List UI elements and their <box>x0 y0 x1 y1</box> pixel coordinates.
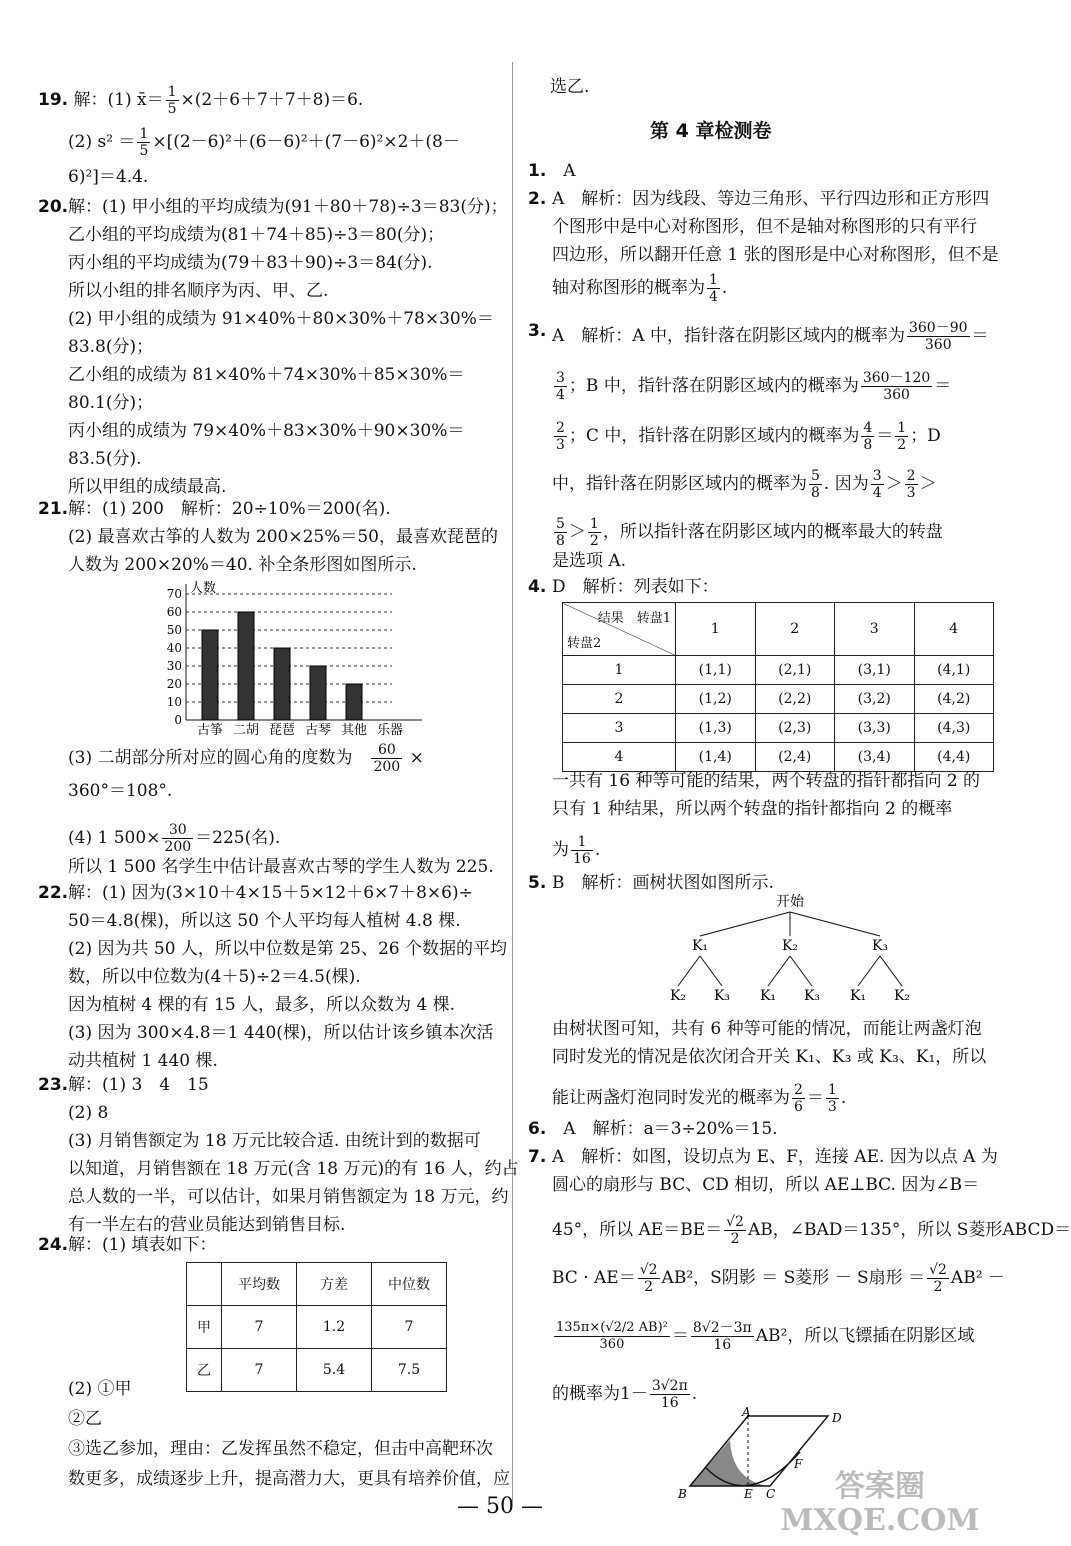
table-header: 方差 <box>297 1263 372 1306</box>
q3-line2: $\frac{3}{4}$ ；B 中，指针落在阴影区域内的概率为 $\frac{360-120}{360}$ ＝ <box>556 370 952 403</box>
table-cell: 3 <box>563 714 676 743</box>
label-b: B <box>678 1487 687 1501</box>
shaded-region <box>690 1440 768 1486</box>
q3-line5: $\frac{5}{8}$ ＞ $\frac{1}{2}$ ，所以指针落在阴影区域内的概率最大的转盘 <box>556 516 943 549</box>
q4-line2: 一共有 16 种等可能的结果，两个转盘的指针都指向 2 的 <box>552 771 981 791</box>
right-top-line: 选乙. <box>550 77 590 97</box>
text-line: 83.8(分)； <box>68 337 154 357</box>
q5-line1: B 解析：画树状图如图所示. <box>552 873 774 893</box>
text-line: 总人数的一半，可以估计，如果月销售额定为 18 万元，约 <box>68 1187 509 1207</box>
y-tick-label: 60 <box>166 605 182 619</box>
text-line: 有一半左右的营业员能达到销售目标. <box>68 1215 346 1235</box>
q5-line4: 能让两盏灯泡同时发光的概率为 $\frac{2}{6}$ ＝ $\frac{1}{3}$ . <box>552 1082 847 1115</box>
table-cell: 4 <box>563 743 676 772</box>
q21-line7: 所以 1 500 名学生中估计最喜欢古琴的学生人数为 225. <box>68 857 494 877</box>
table-cell: 甲 <box>187 1306 222 1349</box>
corner-top-label: 结果 转盘1 <box>597 611 671 626</box>
text-line: 解：(1) 3 4 15 <box>68 1075 209 1095</box>
text-line: 数，所以中位数为(4＋5)÷2＝4.5(棵). <box>68 967 361 987</box>
tree-edge <box>858 956 880 986</box>
tree-edge <box>678 956 700 986</box>
table-header: 中位数 <box>372 1263 447 1306</box>
tree-edge <box>790 912 880 936</box>
q7-number: 7. <box>528 1147 547 1167</box>
table-cell: (3,4) <box>835 743 915 772</box>
q5-line2: 由树状图可知，共有 6 种等可能的情况，而能让两盏灯泡 <box>552 1019 982 1039</box>
table-header: 3 <box>835 603 915 656</box>
corner-bottom-label: 转盘2 <box>567 636 602 651</box>
table-cell: 5.4 <box>297 1349 372 1392</box>
tree-node: K₃ <box>713 988 731 1004</box>
q21-line3: 人数为 200×20%＝40. 补全条形图如图所示. <box>68 555 417 575</box>
table-header <box>187 1263 222 1306</box>
text-line: 所以小组的排名顺序为丙、甲、乙. <box>68 281 329 301</box>
q4-line1: D 解析：列表如下： <box>552 577 719 597</box>
table-cell: (2,4) <box>755 743 835 772</box>
table-cell: (4,3) <box>914 714 994 743</box>
q21-line1: 解：(1) 200 解析：20÷10%＝200(名). <box>68 499 391 519</box>
text-line: 因为植树 4 棵的有 15 人，最多，所以众数为 4 棵. <box>68 995 456 1015</box>
q7-line3: 45°，所以 AE＝BE＝ $\frac{√2}{2}$ AB，∠BAD＝135°，所以 S菱形ABCD＝ <box>552 1214 1071 1247</box>
q3-line1: A 解析：A 中，指针落在阴影区域内的概率为 $\frac{360-90}{360}$ ＝ <box>552 320 989 353</box>
text-line: 解：(1) 因为(3×10＋4×15＋5×12＋6×7＋8×6)÷ <box>68 883 473 903</box>
table-header: 1 <box>676 603 756 656</box>
tree-node: K₂ <box>669 988 687 1004</box>
text-line: 以知道，月销售额在 18 万元(含 18 万元)的有 16 人，约占 <box>68 1159 519 1179</box>
table-cell: 7 <box>372 1306 447 1349</box>
y-axis-label: 人数 <box>190 581 217 596</box>
q21-number: 21. <box>38 499 69 519</box>
q22-number: 22. <box>38 883 69 903</box>
q21-line2: (2) 最喜欢古筝的人数为 200×25%＝50，最喜欢琵琶的 <box>68 527 498 547</box>
table-cell: (1,4) <box>676 743 756 772</box>
q7-line4: BC · AE＝ $\frac{√2}{2}$ AB²，S阴影 ＝ S菱形 － S扇形 ＝ $\frac{√2}{2}$ AB² － <box>552 1262 1005 1295</box>
label-a: A <box>742 1405 751 1419</box>
column-divider <box>512 62 513 1502</box>
q4-table <box>562 602 994 772</box>
tree-edge <box>880 956 902 986</box>
tree-node: K₁ <box>691 938 709 954</box>
bar-chart <box>150 580 430 740</box>
table-cell: (1,3) <box>676 714 756 743</box>
q4-number: 4. <box>528 577 547 597</box>
x-tick-label: 二胡 <box>232 723 260 738</box>
q21-line6: (4) 1 500× $\frac{30}{200}$ ＝225(名). <box>68 822 281 855</box>
table-cell: (3,3) <box>835 714 915 743</box>
text-line: 乙小组的成绩为 81×40%＋74×30%＋85×30%＝ <box>68 365 465 385</box>
y-tick-label: 40 <box>166 641 182 655</box>
table-cell: (4,4) <box>914 743 994 772</box>
y-tick-label: 0 <box>174 713 182 727</box>
table-cell: (1,2) <box>676 685 756 714</box>
table-cell: 2 <box>563 685 676 714</box>
q7-line6: 的概率为1－ $\frac{3√2\pi}{16}$ . <box>552 1378 698 1411</box>
watermark: 答案圈 MXQE.COM <box>780 1469 980 1538</box>
text-line: 50＝4.8(棵)，所以这 50 个人平均每人植树 4.8 棵. <box>68 911 461 931</box>
table-cell: (4,2) <box>914 685 994 714</box>
table-header: 2 <box>755 603 835 656</box>
text-line: 83.5(分). <box>68 449 142 469</box>
bar <box>346 684 362 720</box>
text-line: 丙小组的成绩为 79×40%＋83×30%＋90×30%＝ <box>68 421 465 441</box>
text-line: (3) 因为 300×4.8＝1 440(棵)，所以估计该乡镇本次活 <box>68 1023 494 1043</box>
table-cell: (2,3) <box>755 714 835 743</box>
table-cell: 1.2 <box>297 1306 372 1349</box>
text-line: (3) 月销售额定为 18 万元比较合适. 由统计到的数据可 <box>68 1131 481 1151</box>
q19-line3: 6)²]＝4.4. <box>68 167 149 187</box>
tree-root: 开始 <box>776 894 804 910</box>
x-tick-label: 其他 <box>340 723 368 738</box>
q21-line5: 360°＝108°. <box>68 781 173 801</box>
bar <box>310 666 326 720</box>
y-tick-label: 50 <box>166 623 182 637</box>
table-cell: 7.5 <box>372 1349 447 1392</box>
table-cell: (3,1) <box>835 656 915 685</box>
q23-number: 23. <box>38 1075 69 1095</box>
q4-line3: 只有 1 种结果，所以两个转盘的指针都指向 2 的概率 <box>552 799 953 819</box>
text-line: 个图形中是中心对称图形，但不是轴对称图形的只有平行 <box>552 217 977 237</box>
bar <box>202 630 218 720</box>
label-e: E <box>744 1487 753 1501</box>
q5-number: 5. <box>528 873 547 893</box>
q3-line4: 中，指针落在阴影区域内的概率为 $\frac{5}{8}$ . 因为 $\frac{3}{4}$ ＞ $\frac{2}{3}$ ＞ <box>552 468 937 501</box>
tree-node: K₁ <box>759 988 777 1004</box>
y-tick-label: 10 <box>166 695 182 709</box>
tree-diagram <box>650 892 930 1012</box>
text-line: ③选乙参加，理由：乙发挥虽然不稳定，但击中高靶环次 <box>68 1439 493 1459</box>
table-cell: (1,1) <box>676 656 756 685</box>
table-corner <box>563 603 676 656</box>
q3-number: 3. <box>528 321 547 341</box>
q3-line6: 是选项 A. <box>552 551 627 571</box>
label-d: D <box>832 1411 842 1425</box>
tree-edge <box>768 956 790 986</box>
text-line: (2) ①甲 <box>68 1379 132 1399</box>
q21-line4: (3) 二胡部分所对应的圆心角的度数为 $\frac{60}{200}$ × <box>68 742 424 775</box>
table-cell: 7 <box>222 1349 297 1392</box>
text-line: (2) 8 <box>68 1103 109 1123</box>
text-line: 丙小组的平均成绩为(79＋83＋90)÷3＝84(分). <box>68 253 433 273</box>
table-cell: (2,1) <box>755 656 835 685</box>
q4-line4: 为 $\frac{1}{16}$ . <box>552 834 601 867</box>
text-line: A 解析：因为线段、等边三角形、平行四边形和正方形四 <box>552 189 990 209</box>
q1: 1. A <box>528 161 576 181</box>
q6: 6. A 解析：a＝3÷20%＝15. <box>528 1119 778 1139</box>
text-line: 乙小组的平均成绩为(81＋74＋85)÷3＝80(分)； <box>68 225 445 245</box>
table-cell: 乙 <box>187 1349 222 1392</box>
tree-node: K₃ <box>871 938 889 954</box>
table-cell: 7 <box>222 1306 297 1349</box>
table-header: 4 <box>914 603 994 656</box>
text-line: 数更多，成绩逐步上升，提高潜力大，更具有培养价值，应 <box>68 1469 510 1489</box>
y-tick-label: 30 <box>166 659 182 673</box>
q20-number: 20. <box>38 197 69 217</box>
text-line: 动共植树 1 440 棵. <box>68 1051 218 1071</box>
q7-line5: $\frac{\text{135π×(√2/2 AB)²}}{360}$ ＝ $\frac{8√2-3\pi}{16}$ AB²，所以飞镖插在阴影区域 <box>556 1320 975 1353</box>
page-number: — 50 — <box>457 1494 543 1519</box>
q19-line1: 19. 解：(1) x̄＝ $\frac{1}{5}$ ×(2＋6＋7＋7＋8)＝6. <box>38 84 364 117</box>
text-line: (2) 甲小组的成绩为 91×40%＋80×30%＋78×30%＝ <box>68 309 494 329</box>
q5-line3: 同时发光的情况是依次闭合开关 K₁、K₃ 或 K₃、K₁，所以 <box>552 1047 987 1067</box>
label-c: C <box>766 1487 776 1501</box>
text-line: 80.1(分)； <box>68 393 154 413</box>
fraction: $\frac{1}{5}$ <box>167 84 177 117</box>
bar <box>274 648 290 720</box>
x-tick-label: 琵琶 <box>268 723 296 738</box>
q19-line2: (2) s² ＝ $\frac{1}{5}$ ×[(2－6)²＋(6－6)²＋(7－6)²×2＋(8－ <box>68 126 460 159</box>
text-line: 解：(1) 甲小组的平均成绩为(91＋80＋78)÷3＝83(分)； <box>68 197 508 217</box>
y-tick-label: 20 <box>166 677 182 691</box>
text-line: 圆心的扇形与 BC、CD 相切，所以 AE⊥BC. 因为∠B＝ <box>552 1175 980 1195</box>
tree-node: K₂ <box>781 938 799 954</box>
table-cell: (3,2) <box>835 685 915 714</box>
tree-node: K₂ <box>893 988 911 1004</box>
chapter-title: 第 4 章检测卷 <box>650 120 772 142</box>
tree-node: K₃ <box>803 988 821 1004</box>
text-line: ②乙 <box>68 1409 102 1429</box>
table-header: 平均数 <box>222 1263 297 1306</box>
q2-line4: 轴对称图形的概率为 $\frac{1}{4}$ . <box>552 272 728 305</box>
y-tick-label: 70 <box>166 587 182 601</box>
label-f: F <box>794 1457 803 1471</box>
q24-number: 24. <box>38 1235 69 1255</box>
table-cell: (4,1) <box>914 656 994 685</box>
q2-number: 2. <box>528 189 547 209</box>
text-line: 四边形，所以翻开任意 1 张的图形是中心对称图形，但不是 <box>552 245 999 265</box>
bar <box>238 612 254 720</box>
q24-table <box>186 1262 447 1392</box>
x-tick-label: 古筝 <box>196 723 224 738</box>
table-cell: 1 <box>563 656 676 685</box>
text-line: (2) 因为共 50 人，所以中位数是第 25、26 个数据的平均 <box>68 939 507 959</box>
table-cell: (2,2) <box>755 685 835 714</box>
text-line: A 解析：如图，设切点为 E、F，连接 AE. 因为以点 A 为 <box>552 1147 998 1167</box>
q24-line1: 解：(1) 填表如下： <box>68 1235 217 1255</box>
tree-edge <box>700 912 790 936</box>
text-line: 所以甲组的成绩最高. <box>68 477 227 497</box>
tree-node: K₁ <box>849 988 867 1004</box>
q3-line3: $\frac{2}{3}$ ；C 中，指针落在阴影区域内的概率为 $\frac{4}{8}$ ＝ $\frac{1}{2}$ ；D <box>556 420 941 453</box>
x-tick-label: 古琴 <box>304 723 332 738</box>
tree-edge <box>790 956 812 986</box>
x-tick-label: 乐器 <box>376 723 404 738</box>
tree-edge <box>700 956 722 986</box>
